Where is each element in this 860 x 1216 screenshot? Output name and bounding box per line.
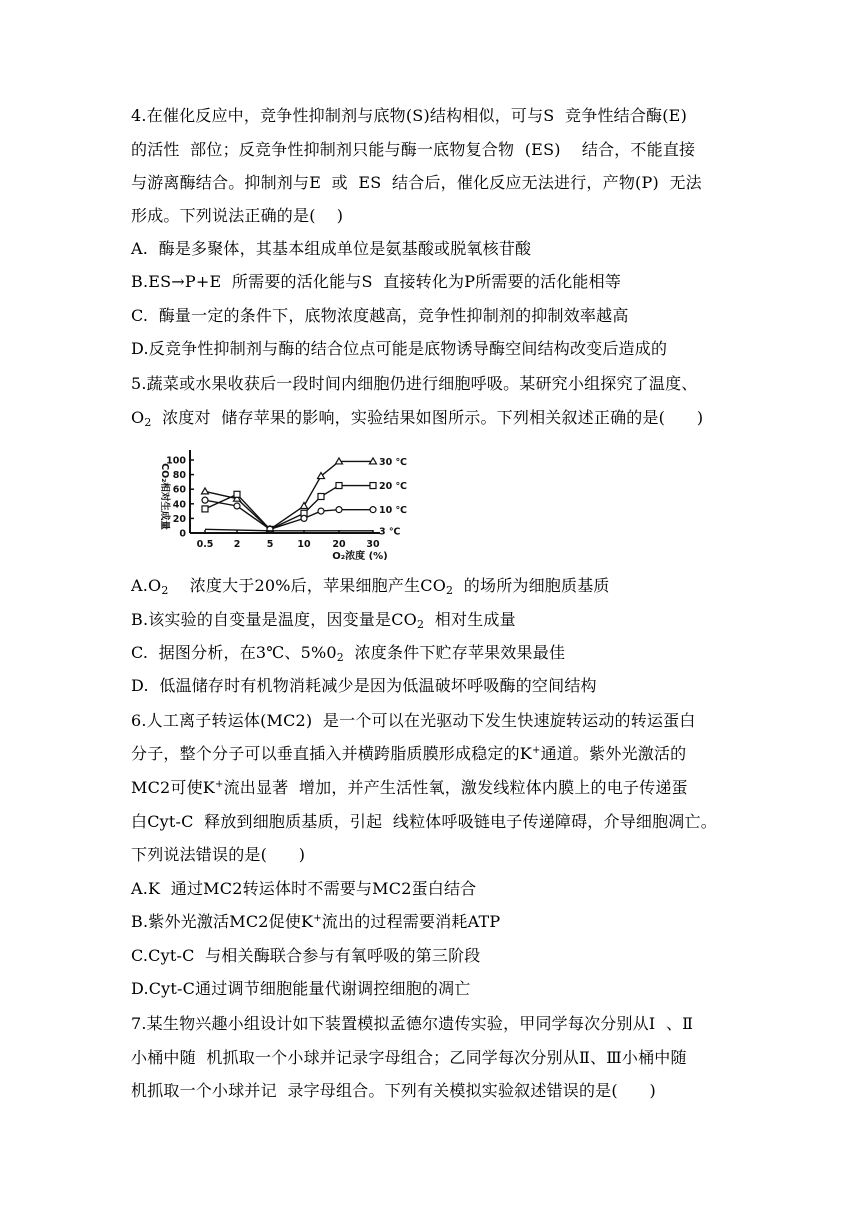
x-tick-label: 2	[233, 539, 241, 550]
q5-stem-line-1: 5.蔬菜或水果收获后一段时间内细胞仍进行细胞呼吸。某研究小组探究了温度、	[131, 374, 698, 393]
q5-option-b: B.该实验的自变量是温度，因变量是$CO_2$ 相对生成量	[131, 610, 516, 631]
series-line	[205, 529, 373, 530]
data-point	[301, 515, 307, 521]
q4-option-d: D.反竞争性抑制剂与酶的结合位点可能是底物诱导酶空间结构改变后造成的	[131, 339, 668, 358]
q4-option-a: A. 酶是多聚体，其基本组成单位是氨基酸或脱氧核苷酸	[131, 239, 532, 258]
data-point	[234, 503, 240, 509]
y-tick-label: 80	[172, 470, 186, 482]
data-point	[336, 483, 342, 489]
o2-co2-line-chart	[130, 440, 430, 560]
q6-option-b: B.紫外光激活MC2促使K+流出的过程需要消耗ATP	[131, 912, 501, 931]
data-point	[318, 494, 324, 500]
data-point	[301, 502, 308, 508]
q5-stem-line-2: $O_2$ 浓度对 储存苹果的影响，实验结果如图所示。下列相关叙述正确的是( )	[131, 408, 704, 429]
x-axis-label: O₂浓度 (%)	[332, 551, 388, 560]
series-label: 30 ℃	[379, 456, 408, 468]
x-tick-label: 20	[332, 539, 346, 550]
data-point	[370, 483, 376, 489]
y-tick-label: 0	[179, 528, 186, 540]
y-tick-label: 40	[172, 499, 186, 511]
q7-stem-line-2: 小桶中随 机抓取一个小球并记录字母组合；乙同学每次分别从Ⅱ、Ⅲ小桶中随	[131, 1048, 687, 1067]
y-tick-label: 20	[172, 513, 186, 525]
q4-stem-line-3: 与游离酶结合。抑制剂与E 或 ES 结合后，催化反应无法进行，产物(P) 无法	[131, 173, 702, 192]
y-axis-label: CO₂相对生成量	[159, 463, 170, 530]
q6-option-c: C.Cyt-C 与相关酶联合参与有氧呼吸的第三阶段	[131, 946, 481, 965]
q6-option-d: D.Cyt-C通过调节细胞能量代谢调控细胞的凋亡	[131, 979, 471, 998]
data-point	[318, 508, 324, 514]
x-tick-label: 5	[266, 539, 274, 550]
series-line	[205, 461, 373, 529]
data-point	[336, 507, 342, 513]
q4-stem-line-4: 形成。下列说法正确的是( )	[131, 206, 344, 225]
y-tick-label: 60	[172, 484, 186, 496]
q4-option-c: C. 酶量一定的条件下，底物浓度越高，竞争性抑制剂的抑制效率越高	[131, 306, 629, 325]
series-line	[205, 500, 373, 529]
series-label: 3 ℃	[379, 526, 401, 538]
data-point	[202, 497, 208, 503]
data-point	[370, 507, 376, 513]
q7-stem-line-3: 机抓取一个小球并记 录字母组合。下列有关模拟实验叙述错误的是( )	[131, 1081, 656, 1100]
x-tick-label: 10	[297, 539, 311, 550]
q6-stem-line-5: 下列说法错误的是( )	[131, 845, 306, 864]
y-tick-label: 100	[166, 455, 186, 467]
q5-option-d: D. 低温储存时有机物消耗减少是因为低温破坏呼吸酶的空间结构	[131, 676, 597, 695]
series-label: 10 ℃	[379, 505, 408, 517]
data-point	[202, 488, 209, 494]
data-point	[202, 506, 208, 512]
q4-stem-line-2: 的活性 部位；反竞争性抑制剂只能与酶一底物复合物 (ES) 结合，不能直接	[131, 140, 696, 159]
q5-option-c: C. 据图分析，在3℃、$5\%0_2$ 浓度条件下贮存苹果效果最佳	[131, 643, 566, 664]
q7-stem-line-1: 7.某生物兴趣小组设计如下装置模拟孟德尔遗传实验，甲同学每次分别从Ⅰ 、Ⅱ	[131, 1014, 694, 1033]
x-tick-label: 30	[366, 539, 380, 550]
q6-stem-line-3: MC2可使K+流出显著 增加，并产生活性氧，激发线粒体内膜上的电子传递蛋	[131, 778, 688, 797]
x-tick-label: 0.5	[196, 539, 214, 550]
series-label: 20 ℃	[379, 481, 408, 493]
q6-stem-line-2: 分子，整个分子可以垂直插入并横跨脂质膜形成稳定的K+通道。紫外光激活的	[131, 744, 687, 763]
q6-option-a: A.K 通过MC2转运体时不需要与MC2蛋白结合	[131, 879, 477, 898]
data-point	[234, 491, 240, 497]
q6-stem-line-4: 白Cyt-C 释放到细胞质基质，引起 线粒体呼吸链电子传递障碍，介导细胞凋亡。	[131, 812, 717, 831]
q6-stem-line-1: 6.人工离子转运体(MC2) 是一个可以在光驱动下发生快速旋转运动的转运蛋白	[131, 711, 696, 730]
q5-option-a: $A.O_2$ 浓度大于20%后，苹果细胞产生$CO_2$ 的场所为细胞质基质	[131, 576, 610, 597]
q4-option-b: B.ES→P+E 所需要的活化能与S 直接转化为P所需要的活化能相等	[131, 272, 622, 291]
q4-stem-line-1: 4.在催化反应中，竞争性抑制剂与底物(S)结构相似，可与S 竞争性结合酶(E)	[131, 106, 688, 125]
